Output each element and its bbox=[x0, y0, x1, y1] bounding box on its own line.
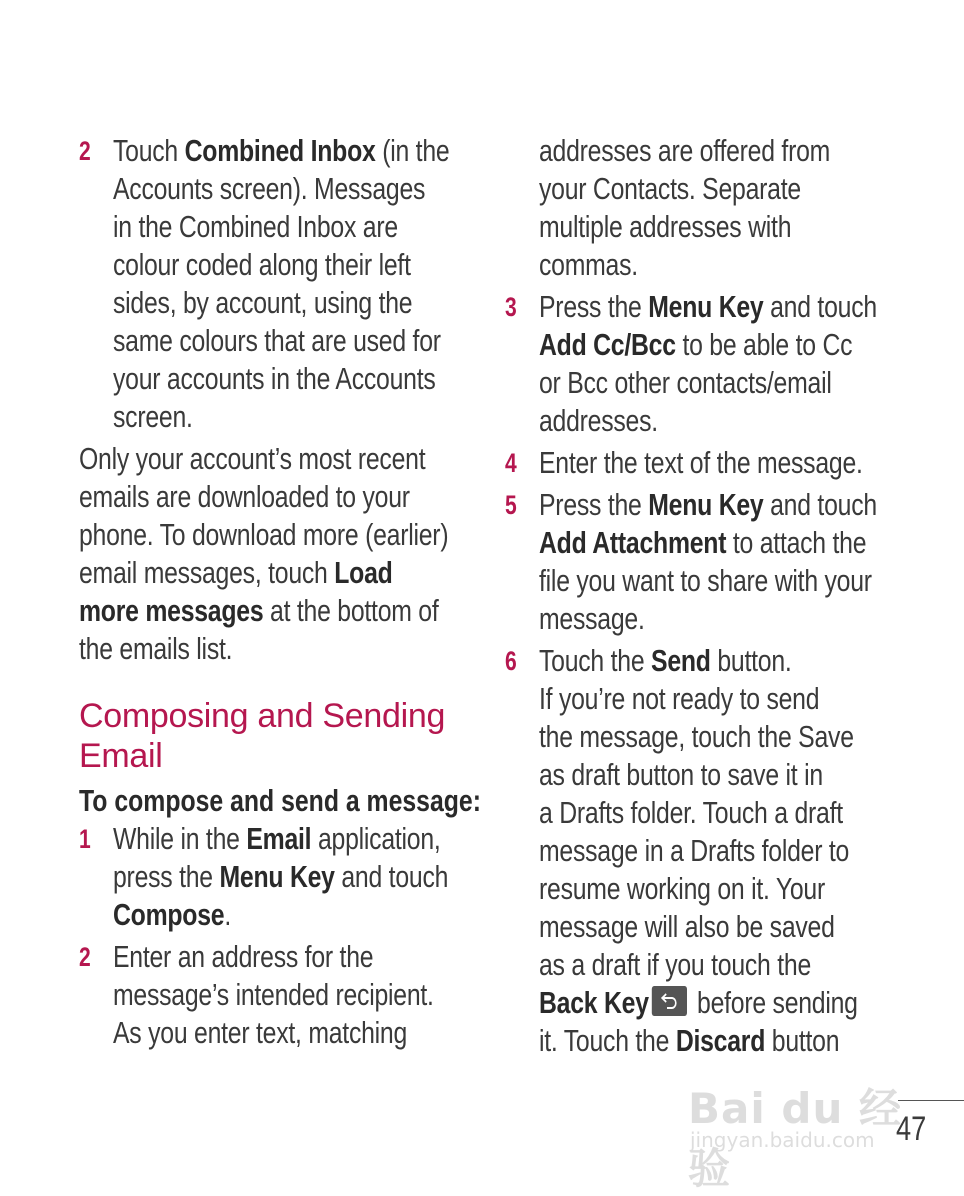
text-line: addresses. bbox=[539, 403, 658, 438]
text-line: your Contacts. Separate bbox=[539, 171, 801, 206]
step-number: 3 bbox=[505, 292, 517, 322]
text-line: resume working on it. Your bbox=[539, 871, 826, 906]
text-run: it. Touch the bbox=[539, 1023, 676, 1058]
baidu-watermark bbox=[688, 1058, 908, 1193]
step-6-send bbox=[505, 642, 905, 1060]
step-2-combined-inbox bbox=[79, 132, 479, 436]
bold-term: Email bbox=[246, 821, 312, 856]
text-line: the emails list. bbox=[79, 631, 233, 666]
text-line bbox=[113, 132, 449, 170]
text-line: multiple addresses with bbox=[539, 209, 792, 244]
text-line: file you want to share with your bbox=[539, 563, 872, 598]
step-2-continued bbox=[505, 132, 905, 284]
step-text bbox=[539, 642, 858, 1060]
text-line bbox=[113, 246, 449, 284]
text-line bbox=[113, 896, 448, 934]
step-number-spacer bbox=[505, 132, 532, 284]
text-run: in the Combined Inbox are bbox=[113, 209, 398, 244]
text-line bbox=[113, 398, 449, 436]
text-run: press the bbox=[113, 859, 220, 894]
text-line: emails are downloaded to your bbox=[79, 479, 410, 514]
bold-term: Send bbox=[651, 643, 711, 678]
text-run: screen. bbox=[113, 399, 193, 434]
text-run: to attach the bbox=[726, 525, 867, 560]
watermark-logo: Bai du 经验 bbox=[688, 1084, 902, 1193]
text-run: button. bbox=[710, 643, 792, 678]
bold-term: Combined Inbox bbox=[184, 133, 376, 168]
text-run: and touch bbox=[763, 487, 877, 522]
text-line: message’s intended recipient. bbox=[113, 977, 434, 1012]
step-4-enter-text bbox=[505, 444, 905, 482]
text-run: same colours that are used for bbox=[113, 323, 441, 358]
bold-term: Discard bbox=[675, 1023, 766, 1058]
text-line: As you enter text, matching bbox=[113, 1015, 408, 1050]
bold-term: Menu Key bbox=[648, 289, 764, 324]
watermark-url: jingyan.baidu.com bbox=[690, 1128, 875, 1152]
text-line: phone. To download more (earlier) bbox=[79, 517, 449, 552]
text-run: button bbox=[765, 1023, 840, 1058]
bold-term: Back Key bbox=[539, 985, 649, 1020]
text-line: Enter the text of the message. bbox=[539, 445, 863, 480]
step-2-enter-address bbox=[79, 938, 479, 1052]
left-column bbox=[79, 132, 479, 1052]
bold-term: Add Attachment bbox=[539, 525, 727, 560]
text-line: message. bbox=[539, 601, 645, 636]
step-number: 2 bbox=[79, 136, 91, 166]
text-line bbox=[539, 288, 877, 326]
text-line: commas. bbox=[539, 247, 638, 282]
text-line bbox=[539, 1022, 858, 1060]
text-run: sides, by account, using the bbox=[113, 285, 413, 320]
text-line bbox=[539, 984, 858, 1022]
bold-term: Menu Key bbox=[648, 487, 764, 522]
text-run: Press the bbox=[539, 487, 649, 522]
step-number: 1 bbox=[79, 824, 91, 854]
text-run: Touch bbox=[113, 133, 185, 168]
text-line: or Bcc other contacts/email bbox=[539, 365, 832, 400]
step-text bbox=[113, 132, 449, 436]
text-run: your accounts in the Accounts bbox=[113, 361, 436, 396]
text-run: to be able to Cc bbox=[675, 327, 853, 362]
text-line: message will also be saved bbox=[539, 909, 835, 944]
text-line bbox=[113, 284, 449, 322]
step-text bbox=[539, 444, 863, 482]
footer-rule bbox=[898, 1100, 964, 1101]
heading-line: Email bbox=[79, 737, 163, 775]
bold-term: Load bbox=[334, 555, 393, 590]
text-line bbox=[79, 592, 439, 630]
text-line bbox=[113, 208, 449, 246]
step-1-compose bbox=[79, 820, 479, 934]
bold-term: Compose bbox=[113, 897, 225, 932]
text-run: before sending bbox=[690, 985, 858, 1020]
text-line: Enter an address for the bbox=[113, 939, 374, 974]
text-line: message in a Drafts folder to bbox=[539, 833, 850, 868]
step-5-add-attachment bbox=[505, 486, 905, 638]
step-text bbox=[113, 938, 434, 1052]
text-run: at the bottom of bbox=[263, 593, 439, 628]
heading-line: Composing and Sending bbox=[79, 697, 446, 735]
step-number: 2 bbox=[79, 942, 91, 972]
step-3-add-cc-bcc bbox=[505, 288, 905, 440]
text-run: Accounts screen). Messages bbox=[113, 171, 426, 206]
text-run: application, bbox=[311, 821, 441, 856]
step-text bbox=[539, 486, 877, 638]
bold-term: more messages bbox=[79, 593, 264, 628]
text-run: Press the bbox=[539, 289, 649, 324]
back-arrow-icon bbox=[652, 986, 687, 1016]
text-run: While in the bbox=[113, 821, 247, 856]
step-number: 5 bbox=[505, 490, 517, 520]
bold-term: Add Cc/Bcc bbox=[539, 327, 676, 362]
page-number: 47 bbox=[896, 1110, 927, 1148]
text-line: the message, touch the Save bbox=[539, 719, 854, 754]
text-line: addresses are offered from bbox=[539, 133, 831, 168]
text-line bbox=[113, 820, 448, 858]
paragraph-recent-emails bbox=[79, 440, 449, 668]
step-text bbox=[539, 288, 877, 440]
text-line: as draft button to save it in bbox=[539, 757, 823, 792]
text-line: Only your account’s most recent bbox=[79, 441, 426, 476]
text-line: If you’re not ready to send bbox=[539, 681, 820, 716]
step-text bbox=[539, 132, 830, 284]
text-run: email messages, touch bbox=[79, 555, 335, 590]
text-run: and touch bbox=[763, 289, 877, 324]
text-line bbox=[113, 322, 449, 360]
text-run: colour coded along their left bbox=[113, 247, 411, 282]
step-text bbox=[113, 820, 448, 934]
step-number: 6 bbox=[505, 646, 517, 676]
text-line: a Drafts folder. Touch a draft bbox=[539, 795, 843, 830]
subheading: To compose and send a message: bbox=[79, 783, 481, 818]
text-line bbox=[79, 554, 399, 592]
text-line bbox=[539, 642, 858, 680]
text-line: as a draft if you touch the bbox=[539, 947, 811, 982]
text-run: Touch the bbox=[539, 643, 652, 678]
bold-term: Menu Key bbox=[219, 859, 335, 894]
text-line bbox=[113, 858, 448, 896]
text-line bbox=[539, 524, 877, 562]
text-run: and touch bbox=[334, 859, 449, 894]
step-number: 4 bbox=[505, 448, 517, 478]
text-line bbox=[539, 326, 877, 364]
right-column bbox=[505, 132, 905, 1060]
text-run: (in the bbox=[375, 133, 450, 168]
text-run: . bbox=[224, 897, 231, 932]
text-line bbox=[113, 170, 449, 208]
section-heading bbox=[79, 696, 479, 776]
text-line bbox=[539, 486, 877, 524]
text-line bbox=[113, 360, 449, 398]
